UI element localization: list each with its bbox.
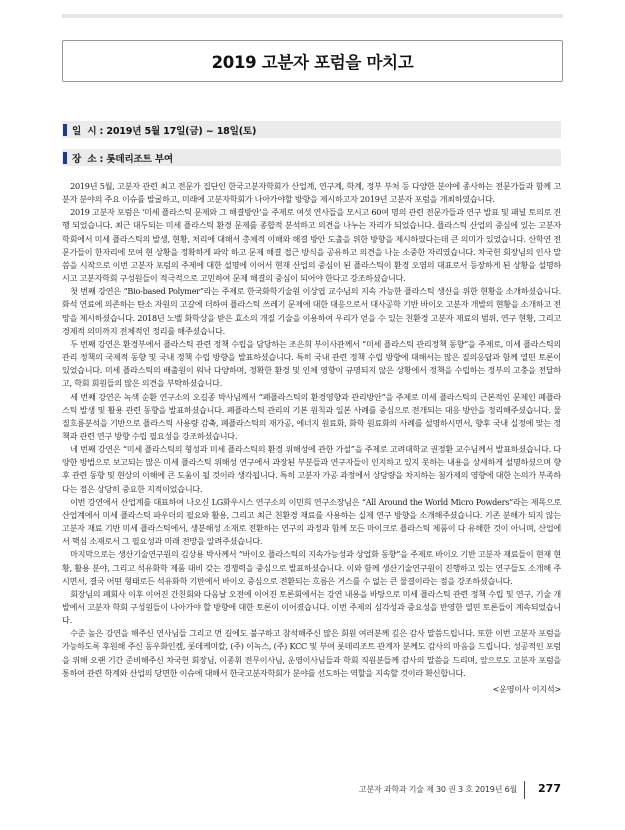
page-footer — [62, 781, 561, 799]
paragraph: 세 번째 강연은 녹색 순환 연구소의 오길종 박사님께서 “폐플라스틱의 환경영향과 관리방안”을 주제로 미세 플라스틱의 근본적인 문제인 폐플라스틱 발생 및 활용 관련 동향을 발표하셨습니다. 폐플라스틱 관리의 기본 원칙과 일본 사례를 중심으로 전개되는 대응 방안을 정리해주셨습니다. 물질흐름분석을 기반으로 플라스틱 사용량 감축, 폐플라스틱의 재가공, 에너지 원료화, 화학 원료화의 사례를 설명하시면서, 향후 국내 실정에 맞는 정책과 관련 연구 방향 수립 필요성을 강조하셨습니다. — [62, 391, 561, 441]
author-signature: <운영이사 이지석> — [492, 683, 561, 694]
page-title: 2019 고분자 포럼을 마치고 — [211, 53, 414, 72]
journal-info: 고분자 과학과 기술 제 30 권 3 호 2019년 6월 — [358, 785, 517, 794]
info-marker-icon — [63, 152, 67, 164]
paragraph: 이번 강연에서 산업계를 대표하여 나오신 LG화우시스 연구소의 이민희 연구소장님은 “All Around the World Micro Powders”라는 제목으로 산업계에서 미세 플라스틱 파우더의 필요와 활용, 그리고 최근 친환경 재료를 사용하는 실제 연구 방향을 소개해주셨습니다. 기존 분해가 되지 않는 고분자 재료 기반 미세 플라스틱에서, 생분해성 소재로 전환하는 연구의 과정과 함께 모든 마이크로 플라스틱 제품이 다 유해한 것이 아니며, 산업에서 핵심 소재로서 그 필요성과 미래 전망을 알려주셨습니다. — [62, 496, 561, 547]
info-marker-icon — [63, 124, 67, 136]
paragraph: 수준 높은 강연을 해주신 연사님들 그리고 먼 길에도 불구하고 참석해주신 많은 회원 여러분께 깊은 감사 말씀드립니다. 또한 이번 고분자 포럼을 가능하도록 후원해 주신 동우화인켐, 롯데케미칼, (주) 이녹스, (주) KCC 및 부여 롯데리조트 관계자 분께도 감사의 마음을 드립니다. 성공적인 포럼을 위해 오랜 기간 준비해주신 차국헌 회장님, 이종휘 전무이사님, 운영이사님들과 학회 직원분들께 감사의 말씀을 드리며, 앞으로도 고분자 포럼을 통하여 관련 학계와 산업의 당면한 이슈에 대해서 한국고분자학회가 분야를 선도하는 역할을 지속할 것이라 확신합니다. — [62, 628, 561, 678]
info-row-date — [62, 121, 561, 138]
top-decorative-strip — [62, 14, 563, 18]
paragraph: 첫 번째 강연은 “Bio-based Polymer”라는 주제로 한국화학기술원 이상엽 교수님의 지속 가능한 플라스틱 생산을 위한 현황을 소개하셨습니다. 화석 연료에 의존하는 탄소 자원의 고갈에 더하여 플라스틱 쓰레기 문제에 대한 대응으로서 대사공학 기반 바이오 고분자 개발의 현황을 소개하고 전망을 제시하셨습니다. 2018년 노벨 화학상을 받은 효소의 개질 기술을 이용하여 우리가 얻을 수 있는 친환경 고분자 재료의 범위, 연구 현황, 그리고 경제적 의미까지 전체적인 정리를 해주셨습니다. — [62, 286, 561, 336]
page-number: 277 — [538, 782, 561, 795]
paragraph: 마지막으로는 생산기술연구원의 김상용 박사께서 “바이오 플라스틱의 지속가능성과 상업화 동향”을 주제로 바이오 기반 고분자 재료들이 현재 현황, 활용 분야, 그리고 석유화학 제품 대비 갖는 경쟁력을 중심으로 발표하셨습니다. 이와 함께 생산기술연구원이 진행하고 있는 연구들도 소개해 주시면서, 결국 어떤 형태로든 석유화학 기반에서 바이오 중심으로 전환되는 흐름은 거스를 수 없는 큰 물결이라는 점을 강조하셨습니다. — [62, 549, 561, 586]
paragraph: 2019 고분자 포럼은 '미세 플라스틱 문제와 그 해결방안'을 주제로 여섯 연사들을 모시고 60여 명의 관련 전문가들과 연구 발표 및 패널 토의로 진행 되었습니다. 최근 대두되는 미세 플라스틱 환경 문제를 종합적 분석하고 의견을 나누는 자리가 되었습니다. 플라스틱 산업의 중심에 있는 고분자학회에서 미세 플라스틱의 발생, 현황, 처리에 대해서 총체적 이해와 해결 방안 도출을 위한 방향을 제시하였다는데 큰 의미가 있었습니다. 산학연 전문가들이 한자리에 모여 현 상황을 정확하게 파악 하고 문제 해결 접근 방식을 공유하고 의견을 나눈 소중한 자리였습니다. 차국헌 회장님의 인사 말씀을 시작으로 이번 고분자 포럼의 주제에 대한 설명에 이어서 현재 산업의 중심이 된 플라스틱이 환경 오염의 대표로서 등장하게 된 상황을 설명하시고 고분자학회 구성원들이 적극적으로 고민하여 문제 해결의 중심이 되어야 한다고 강조하셨습니다. — [62, 207, 561, 284]
paragraph: 네 번째 강연은 “미세 플라스틱의 형성과 미세 플라스틱의 환경 위해성에 관한 가설”을 주제로 고려대학교 권정환 교수님께서 발표하셨습니다. 다양한 방법으로 보고되는 많은 미세 플라스틱 위해성 연구에서 과장된 부분들과 연구자들이 인지하고 있지 못하는 내용을 상세하게 설명하셨으며 향후 관련 동향 및 현상의 이해에 큰 도움이 될 것이라 생각됩니다. 특히 고분자 가공 과정에서 상당량을 차지하는 첨가제의 영향에 대한 논의가 부족하다는 점은 상당히 중요한 지적이었습니다. — [62, 444, 561, 494]
article-body — [62, 180, 561, 696]
date-label: 일 시 : — [72, 125, 107, 137]
place-value: 롯데리조트 부여 — [106, 153, 173, 165]
paragraph: 두 번째 강연은 환경부에서 플라스틱 관련 정책 수립을 담당하는 조은희 부이사관께서 “미세 플라스틱 관리정책 동향”을 주제로, 미세 플라스틱의 관리 정책의 국제적 동향 및 국내 정책 수립 방향을 발표하셨습니다. 특히 국내 관련 정책 수립 방향에 대해서는 많은 질의응답과 함께 열띤 토론이 있었습니다. 미세 플라스틱의 배출원이 워낙 다양하며, 정확한 환경 및 인체 영향이 규명되지 않은 상황에서 정책을 수립하는 정부의 고충을 전달하고, 학회 회원들의 많은 의견을 부탁하셨습니다. — [62, 338, 561, 389]
date-value: 2019년 5월 17일(금) ~ 18일(토) — [106, 125, 257, 137]
paragraph: 회장님의 폐회사 이후 이어진 간친회와 다음날 오전에 이어진 토론회에서는 강연 내용을 바탕으로 미세 플라스틱 관련 정책 수립 및 연구, 기술 개발에서 고분자 학회 구성원들이 나아가야 할 방향에 대한 토론이 이어졌습니다. 이번 주제의 심각성과 중요성을 반영한 열띤 토론들이 계속되었습니다. — [62, 588, 561, 626]
footer-divider — [524, 781, 525, 799]
info-row-place — [62, 149, 561, 166]
title-box — [62, 40, 563, 82]
place-label: 장 소 : — [72, 153, 107, 165]
paragraph: 2019년 5월, 고분자 관련 최고 전문가 집단인 한국고분자학회가 산업계, 연구계, 학계, 정부 부처 등 다양한 분야에 종사하는 전문가들과 함께 고분자 분야의 주요 이슈를 발굴하고, 미래에 고분자학회가 나아가야할 방향을 제시하고자 2019년 고분자 포럼을 개최하였습니다. — [62, 181, 561, 205]
